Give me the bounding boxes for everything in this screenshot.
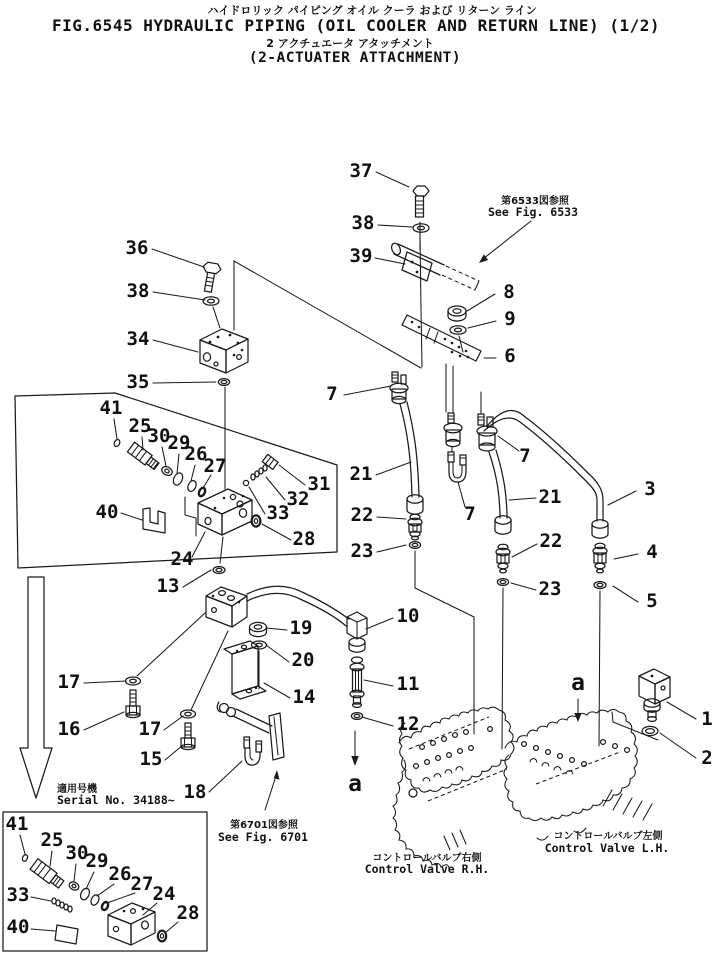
serial-label-en: Serial No. 34188~: [57, 793, 175, 807]
callout-1: 1: [701, 708, 713, 730]
see-fig-6533-jp: 第6533図参照: [501, 196, 569, 207]
callout-21-right: 21: [538, 486, 562, 508]
callout-27-lower: 27: [130, 873, 154, 895]
part-26-oring-lower: [89, 894, 100, 907]
callout-23-right: 23: [538, 578, 562, 600]
callout-38-top: 38: [351, 212, 375, 234]
see-fig-6533-arrow: [479, 221, 531, 263]
valve-rh-label-en: Control Valve R.H.: [364, 862, 490, 876]
callout-6: 6: [504, 345, 516, 367]
part-41-oring-lower: [21, 854, 28, 862]
callout-10: 10: [396, 605, 420, 627]
part-7-elbow-mid: [444, 413, 462, 452]
callout-37: 37: [349, 160, 373, 182]
ref-a-left: a: [348, 771, 362, 797]
callout-4: 4: [646, 541, 658, 563]
inset-box-lower: [3, 812, 207, 951]
callout-25-lower: 25: [40, 829, 64, 851]
serial-change-arrow: [20, 577, 52, 798]
callout-18: 18: [183, 781, 207, 803]
assembly-axis-34: [234, 261, 421, 368]
part-7-utube: [448, 452, 466, 482]
part-40-plate-lower: [55, 925, 78, 944]
callout-12: 12: [396, 713, 420, 735]
see-fig-6701-en: See Fig. 6701: [217, 830, 309, 844]
callout-30-upper: 30: [147, 425, 171, 447]
callout-22-left: 22: [350, 504, 374, 526]
callout-14: 14: [292, 686, 316, 708]
part-18-link-clamp: [217, 702, 284, 765]
line-23L-to-valve: [415, 551, 474, 734]
part-35-oring: [218, 379, 229, 386]
header-subtitle-jp: 2 アクチュエータ アタッチメント: [266, 37, 434, 50]
part-4-connector: [593, 543, 607, 573]
part-23-oring-left: [409, 542, 420, 549]
header-subtitle-en: (2-ACTUATER ATTACHMENT): [248, 50, 462, 66]
ref-a-arrow-left: [351, 731, 358, 766]
part-28-seal-lower: [158, 931, 166, 942]
part-24-block-upper: [198, 489, 252, 535]
header-title-en: FIG.6545 HYDRAULIC PIPING (OIL COOLER AND RETURN LINE) (1/2): [52, 16, 660, 35]
part-40-plate-upper: [143, 497, 196, 536]
callout-21-left: 21: [349, 463, 373, 485]
callout-34: 34: [126, 328, 150, 350]
callout-20: 20: [291, 649, 315, 671]
part-33-spring-lower: [52, 898, 72, 912]
part-9-washer: [450, 326, 466, 335]
ref-a-arrow-right: [574, 699, 581, 722]
part-34-block: [200, 329, 248, 373]
valve-lh-label-en: Control Valve L.H.: [544, 841, 670, 855]
callout-22-right: 22: [539, 530, 563, 552]
part-41-oring-upper: [113, 439, 121, 448]
part-11-connector: [350, 657, 364, 707]
line-5-to-valve: [599, 591, 600, 746]
part-29-oring-lower: [79, 887, 91, 901]
part-5-oring: [594, 582, 606, 589]
callout-15: 15: [139, 748, 163, 770]
callout-23-left: 23: [350, 540, 374, 562]
callout-32: 32: [286, 488, 310, 510]
callout-5: 5: [646, 590, 658, 612]
callout-3: 3: [644, 478, 656, 500]
callout-11: 11: [396, 673, 420, 695]
part-38-washer-left: [203, 297, 220, 328]
part-26-oring-upper: [186, 479, 198, 492]
part-31-plug-upper: [262, 454, 278, 469]
callout-26-lower: 26: [108, 863, 132, 885]
callout-29-upper: 29: [167, 432, 191, 454]
part-27-seal-upper: [198, 487, 207, 497]
part-6-plate: [402, 315, 481, 361]
part-25-fitting-lower: [30, 859, 65, 890]
callout-33-upper: 33: [266, 502, 290, 524]
part-22-connector-left: [408, 514, 422, 540]
callout-17-mid: 17: [138, 718, 162, 740]
valve-lh-label-jp: コントロールバルブ左側: [553, 831, 663, 842]
part-10-elbow: [347, 612, 367, 652]
axis-block-to-15: [191, 631, 228, 710]
part-28-seal-upper: [252, 515, 261, 526]
callout-35: 35: [126, 371, 150, 393]
serial-label-jp: 適用号機: [57, 784, 97, 795]
return-block: [206, 587, 247, 627]
part-12-oring: [351, 713, 362, 720]
part-13-oring: [213, 567, 225, 574]
header-title-jp: ハイドロリック パイピング オイル クーラ および リターン ライン: [207, 4, 537, 17]
callout-31: 31: [307, 473, 331, 495]
part-29-oring-upper: [171, 471, 184, 486]
line-23R-to-valve: [502, 588, 503, 749]
callout-26-upper: 26: [184, 443, 208, 465]
inset-box-upper: [15, 393, 337, 568]
callout-2: 2: [701, 747, 713, 769]
callout-40-lower: 40: [6, 916, 30, 938]
callout-8: 8: [503, 281, 515, 303]
part-30-washer-upper: [160, 465, 173, 477]
part-23-oring-right: [497, 579, 508, 586]
part-14-bracket: [224, 641, 266, 699]
axis-24-to-13: [220, 537, 223, 563]
part-8-nut: [448, 306, 466, 321]
callout-40-upper: 40: [95, 501, 119, 523]
callout-24-lower: 24: [152, 883, 176, 905]
callout-36: 36: [125, 237, 149, 259]
callout-29-lower: 29: [85, 850, 109, 872]
part-24-block-lower: [108, 903, 155, 945]
part-1-elbow-block: [639, 669, 670, 721]
part-30-washer-lower: [68, 880, 80, 891]
callout-17-left: 17: [57, 671, 81, 693]
callout-24-upper: 24: [170, 548, 194, 570]
part-38-washer-top: [413, 224, 429, 233]
callout-41-lower: 41: [5, 813, 29, 835]
callout-9: 9: [504, 308, 516, 330]
part-15-bolt: [181, 723, 195, 750]
axis-line-8-9: [459, 336, 463, 352]
callout-30-lower: 30: [65, 842, 89, 864]
see-fig-6701-jp: 第6701図参照: [230, 820, 298, 831]
callout-7-left: 7: [326, 383, 338, 405]
callout-16: 16: [57, 718, 81, 740]
axis-block-to-16: [137, 613, 205, 676]
part-21-hose-right: [489, 450, 511, 534]
part-16-bolt: [126, 690, 140, 718]
part-37-bolt: [413, 186, 429, 217]
callout-7-utube: 7: [464, 503, 476, 525]
callout-28-lower: 28: [176, 902, 200, 924]
callout-7-right: 7: [519, 445, 531, 467]
part-7-tee-left: [390, 372, 408, 404]
callout-41-upper: 41: [99, 397, 123, 419]
callout-27-upper: 27: [203, 455, 227, 477]
part-32-spring-upper: [251, 465, 267, 480]
part-21-hose-left: [400, 402, 423, 514]
callout-38-left: 38: [126, 280, 150, 302]
see-fig-6533-en: See Fig. 6533: [487, 205, 579, 219]
part-17-washer-left: [126, 677, 141, 685]
part-39-clamp-and-pipe: [390, 234, 479, 367]
part-22-connector-right: [496, 544, 510, 573]
callout-13: 13: [156, 575, 180, 597]
see-fig-6701-arrow: [265, 770, 280, 810]
callout-28-upper: 28: [292, 528, 316, 550]
part-19-nut: [250, 622, 267, 636]
part-33-ball-upper: [243, 480, 248, 485]
callout-33-lower: 33: [6, 884, 30, 906]
ref-a-right: a: [571, 670, 585, 696]
valve-rh-label-jp: コントロールバルブ右側: [372, 853, 482, 864]
callout-39: 39: [349, 245, 373, 267]
figure-header: [52, 3, 660, 66]
callout-25-upper: 25: [128, 415, 152, 437]
callout-19: 19: [289, 617, 313, 639]
